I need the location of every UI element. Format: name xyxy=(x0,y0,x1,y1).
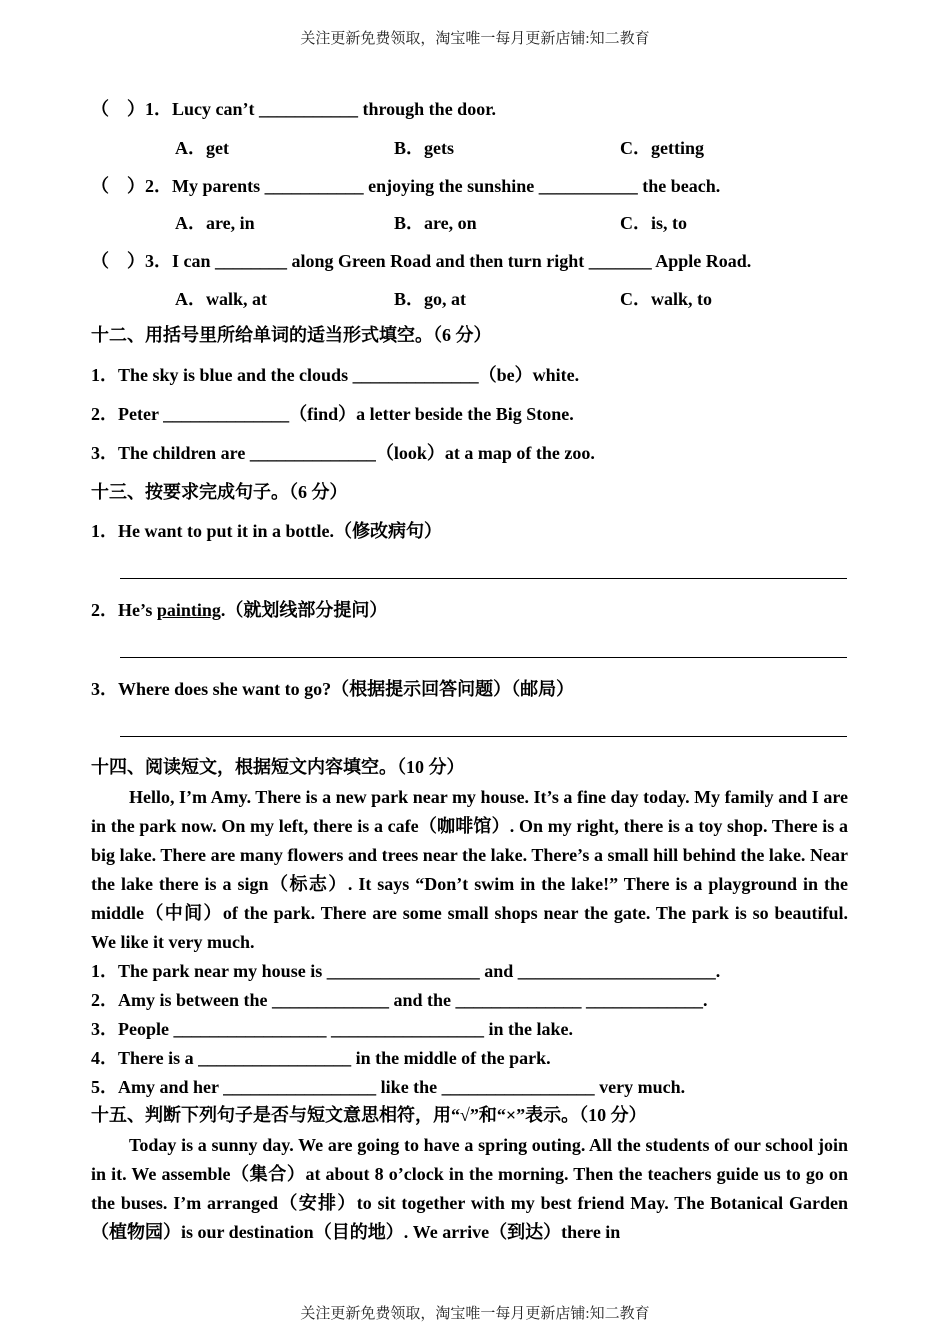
s13-answer-line-3[interactable] xyxy=(120,736,847,737)
section-14-title: 十四、阅读短文，根据短文内容填空。（10 分） xyxy=(91,757,465,777)
section-12-title: 十二、用括号里所给单词的适当形式填空。（6 分） xyxy=(91,325,492,345)
s13-answer-line-2[interactable] xyxy=(120,657,847,658)
s14-item-2: 2．Amy is between the _____________ and the ______________ _____________. xyxy=(91,990,708,1010)
mc-q3-option-b: B．go, at xyxy=(394,289,466,309)
mc-q1-option-a: A．get xyxy=(175,138,229,158)
s13-q2-suffix: .（就划线部分提问） xyxy=(220,600,388,620)
s13-question-1: 1．He want to put it in a bottle.（修改病句） xyxy=(91,521,442,541)
section-13-title: 十三、按要求完成句子。（6 分） xyxy=(91,482,348,502)
mc-question-1: （ ）1．Lucy can’t ___________ through the door. xyxy=(91,99,497,119)
mc-question-3: （ ）3．I can ________ along Green Road and then turn right _______ Apple Road. xyxy=(91,251,752,271)
s14-reading-passage: Hello, I’m Amy. There is a new park near my house. It’s a fine day today. My family and I are in the park now. On my left, there is a cafe（咖啡馆）. On my right, there is a toy shop. There is a big lake. There are many flowers and trees near the lake. There’s a small hill behind the lake. Near the lake there is a sign（标志）. It says “Don’t swim in the lake!” There is a playground in the middle（中间）of the park. There are some small shops near the gate. The park is so beautiful. We like it very much. xyxy=(91,787,848,952)
s14-item-4: 4．There is a _________________ in the middle of the park. xyxy=(91,1048,551,1068)
s12-item-1: 1．The sky is blue and the clouds ______________（be）white. xyxy=(91,365,580,385)
mc-q3-option-c: C．walk, to xyxy=(620,289,713,309)
mc-q3-option-a: A．walk, at xyxy=(175,289,268,309)
mc-q1-option-c: C．getting xyxy=(620,138,704,158)
s13-question-2 xyxy=(91,601,387,619)
mc-q2-option-b: B．are, on xyxy=(394,213,477,233)
s14-item-5: 5．Amy and her _________________ like the _________________ very much. xyxy=(91,1077,686,1097)
mc-q1-option-b: B．gets xyxy=(394,138,454,158)
s13-q2-prefix: 2．He’s xyxy=(91,600,157,620)
s14-item-1: 1．The park near my house is _________________ and ______________________. xyxy=(91,961,721,981)
s15-reading-passage: Today is a sunny day. We are going to have a spring outing. All the students of our school join in it. We assemble（集合）at about 8 o’clock in the morning. Then the teachers guide us to go on the buses. I’m arranged（安排）to sit together with my best friend May. The Botanical Garden（植物园）is our destination（目的地）. We arrive（到达）there in xyxy=(91,1135,848,1242)
mc-question-2: （ ）2．My parents ___________ enjoying the sunshine ___________ the beach. xyxy=(91,176,721,196)
s12-item-3: 3．The children are ______________（look）at a map of the zoo. xyxy=(91,443,595,463)
s12-item-2: 2．Peter ______________（find）a letter beside the Big Stone. xyxy=(91,404,574,424)
s13-question-3: 3．Where does she want to go?（根据提示回答问题）（邮局） xyxy=(91,679,575,699)
mc-q2-option-c: C．is, to xyxy=(620,213,687,233)
s14-item-3: 3．People _________________ _________________ in the lake. xyxy=(91,1019,573,1039)
section-15-title: 十五、判断下列句子是否与短文意思相符，用“√”和“×”表示。（10 分） xyxy=(91,1105,647,1125)
s13-q2-underlined-word: painting xyxy=(156,600,221,620)
mc-q2-option-a: A．are, in xyxy=(175,213,255,233)
page-header: 关注更新免费领取，淘宝唯一每月更新店铺:知二教育 xyxy=(300,31,650,47)
page-footer: 关注更新免费领取，淘宝唯一每月更新店铺:知二教育 xyxy=(300,1306,650,1322)
s13-answer-line-1[interactable] xyxy=(120,578,847,579)
